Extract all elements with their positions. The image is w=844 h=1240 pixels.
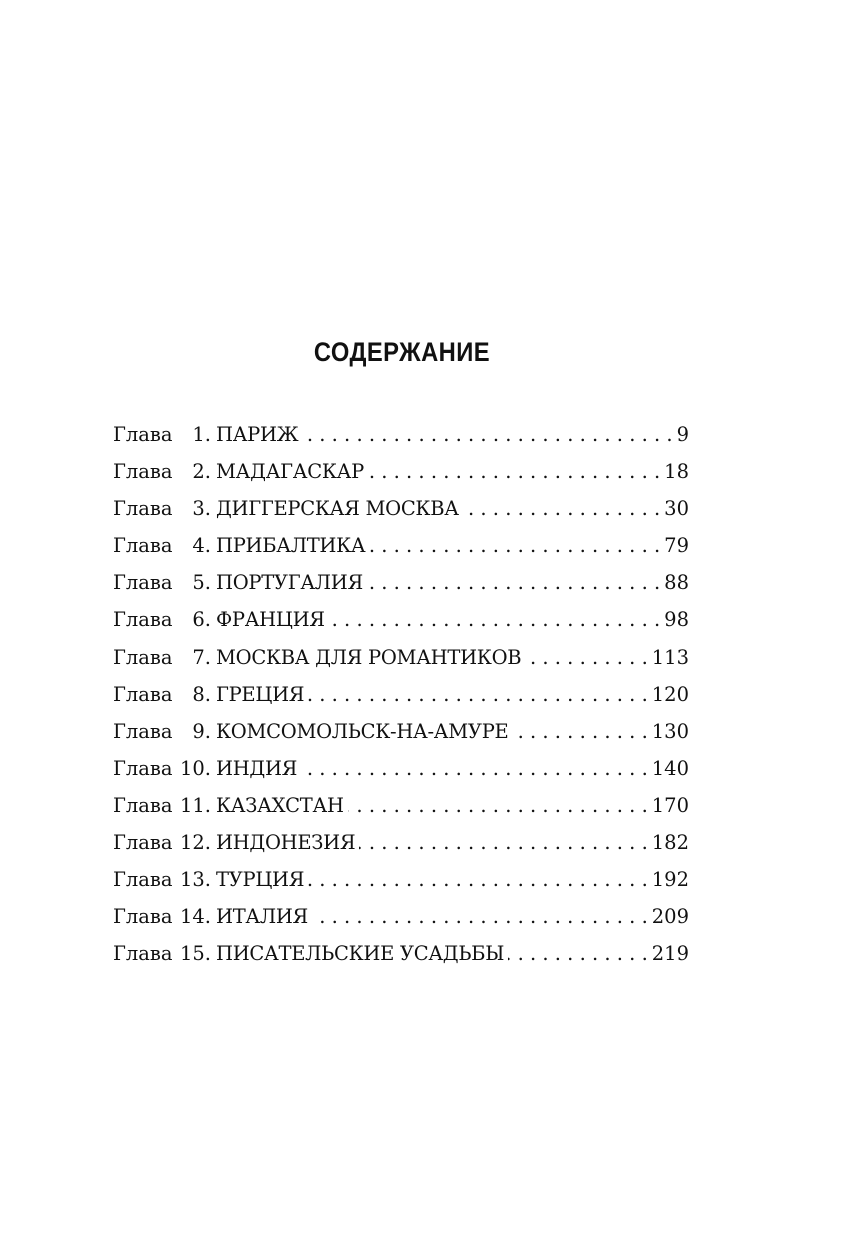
dot-leader bbox=[367, 564, 660, 601]
chapter-title: КАЗАХСТАН bbox=[216, 793, 344, 817]
toc-entry bbox=[113, 490, 689, 527]
toc-entry bbox=[113, 898, 689, 935]
page-number: 18 bbox=[664, 460, 689, 484]
table-of-contents bbox=[113, 416, 689, 972]
dot-leader bbox=[525, 639, 647, 676]
toc-entry bbox=[113, 787, 689, 824]
toc-entry bbox=[113, 861, 689, 898]
dot-leader bbox=[312, 898, 648, 935]
chapter-title: ПАРИЖ bbox=[216, 423, 299, 446]
chapter-title: МАДАГАСКАР bbox=[216, 460, 364, 484]
toc-entry bbox=[113, 453, 689, 490]
chapter-label: Глава bbox=[113, 682, 173, 706]
chapter-number: 14. bbox=[179, 905, 211, 929]
page-number: 170 bbox=[651, 793, 689, 817]
chapter-label: Глава bbox=[113, 608, 173, 632]
chapter-title: ИНДИЯ bbox=[216, 756, 298, 780]
chapter-label: Глава bbox=[113, 497, 173, 521]
chapter-label: Глава bbox=[113, 793, 173, 817]
page-number: 219 bbox=[651, 942, 689, 966]
chapter-label: Глава bbox=[113, 460, 173, 484]
page-number: 79 bbox=[664, 534, 689, 558]
chapter-number: 11. bbox=[179, 793, 211, 817]
dot-leader bbox=[308, 676, 648, 713]
chapter-label: Глава bbox=[113, 905, 173, 929]
chapter-number: 12. bbox=[179, 831, 211, 855]
page-title: СОДЕРЖАНИЕ bbox=[313, 337, 491, 367]
chapter-title: КОМСОМОЛЬСК-НА-АМУРЕ bbox=[216, 719, 509, 743]
toc-entry bbox=[113, 676, 689, 713]
page-number: 9 bbox=[676, 423, 689, 446]
dot-leader bbox=[512, 713, 647, 750]
chapter-number: 13. bbox=[179, 868, 211, 892]
page-number: 120 bbox=[651, 682, 689, 706]
chapter-number: 9. bbox=[192, 719, 211, 743]
chapter-title: ФРАНЦИЯ bbox=[216, 608, 325, 632]
page-number: 182 bbox=[651, 831, 689, 855]
chapter-title: ИНДОНЕЗИЯ bbox=[216, 831, 356, 855]
chapter-label: Глава bbox=[113, 571, 173, 595]
chapter-title: ПОРТУГАЛИЯ bbox=[216, 571, 363, 595]
dot-leader bbox=[348, 787, 648, 824]
toc-entry bbox=[113, 527, 689, 564]
page-number: 209 bbox=[651, 905, 689, 929]
chapter-number: 6. bbox=[192, 608, 211, 632]
dot-leader bbox=[359, 824, 647, 861]
toc-entry bbox=[113, 750, 689, 787]
chapter-label: Глава bbox=[113, 868, 173, 892]
chapter-number: 2. bbox=[192, 460, 211, 484]
chapter-label: Глава bbox=[113, 645, 173, 669]
dot-leader bbox=[368, 453, 660, 490]
chapter-number: 4. bbox=[192, 534, 211, 558]
page-number: 140 bbox=[651, 756, 689, 780]
chapter-number: 10. bbox=[179, 756, 211, 780]
dot-leader bbox=[301, 750, 648, 787]
chapter-number: 1. bbox=[192, 423, 211, 446]
page-number: 30 bbox=[664, 497, 689, 521]
chapter-title: ИТАЛИЯ bbox=[216, 905, 309, 929]
toc-entry bbox=[113, 601, 689, 638]
chapter-label: Глава bbox=[113, 719, 173, 743]
toc-entry bbox=[113, 935, 689, 972]
page-number: 113 bbox=[651, 645, 689, 669]
page-number: 88 bbox=[664, 571, 689, 595]
chapter-title: ДИГГЕРСКАЯ МОСКВА bbox=[216, 497, 459, 521]
toc-entry bbox=[113, 564, 689, 601]
chapter-title: ПИСАТЕЛЬСКИЕ УСАДЬБЫ bbox=[216, 942, 505, 966]
toc-entry bbox=[113, 824, 689, 861]
dot-leader bbox=[302, 416, 672, 453]
dot-leader bbox=[508, 935, 648, 972]
toc-entry bbox=[113, 416, 689, 453]
page-number: 192 bbox=[651, 868, 689, 892]
toc-entry bbox=[113, 713, 689, 750]
chapter-label: Глава bbox=[113, 942, 173, 966]
chapter-number: 8. bbox=[192, 682, 211, 706]
chapter-number: 5. bbox=[192, 571, 211, 595]
chapter-number: 3. bbox=[192, 497, 211, 521]
chapter-title: ПРИБАЛТИКА bbox=[216, 534, 366, 558]
chapter-title: ТУРЦИЯ bbox=[216, 868, 305, 892]
chapter-label: Глава bbox=[113, 756, 173, 780]
chapter-number: 15. bbox=[179, 942, 211, 966]
dot-leader bbox=[308, 861, 648, 898]
chapter-title: МОСКВА ДЛЯ РОМАНТИКОВ bbox=[216, 645, 522, 669]
chapter-title: ГРЕЦИЯ bbox=[216, 682, 305, 706]
dot-leader bbox=[329, 601, 660, 638]
dot-leader bbox=[463, 490, 660, 527]
toc-entry bbox=[113, 639, 689, 676]
chapter-label: Глава bbox=[113, 534, 173, 558]
dot-leader bbox=[369, 527, 660, 564]
page-number: 130 bbox=[651, 719, 689, 743]
chapter-number: 7. bbox=[192, 645, 211, 669]
chapter-label: Глава bbox=[113, 831, 173, 855]
page-number: 98 bbox=[664, 608, 689, 632]
chapter-label: Глава bbox=[113, 423, 173, 446]
